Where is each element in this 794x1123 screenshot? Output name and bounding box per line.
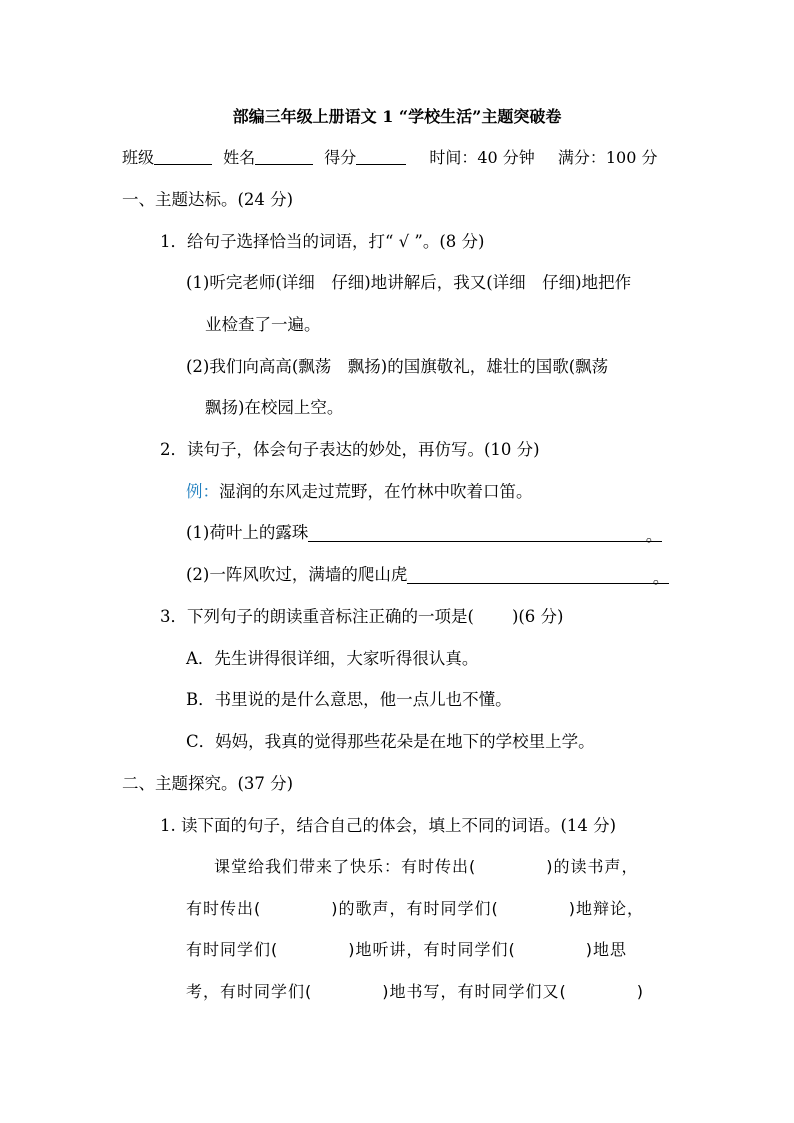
s2-p4-b: )地书写，有时同学们又( — [382, 982, 567, 1001]
s1-q1-item2-line2: 飘扬)在校园上空。 — [205, 398, 344, 417]
s1-q3-prompt — [160, 605, 564, 629]
s2-p4-a: 考，有时同学们( — [186, 982, 313, 1001]
s1-q3-option-b[interactable]: B．书里说的是什么意思，他一点儿也不懂。 — [186, 690, 512, 709]
s1-q2-item2-blank[interactable] — [407, 566, 670, 587]
s1-q3-option-c[interactable]: C．妈妈，我真的觉得那些花朵是在地下的学校里上学。 — [186, 732, 595, 751]
s1-q2-item2 — [186, 563, 669, 587]
s2-p1-b: )的读书声， — [546, 857, 639, 876]
example-text: 湿润的东风走过荒野，在竹林中吹着口笛。 — [219, 482, 533, 501]
s2-p3-c: )地思 — [585, 940, 627, 959]
example-label: 例： — [186, 482, 219, 501]
score-blank[interactable] — [356, 147, 406, 165]
s2-p2-b: )的歌声，有时同学们( — [331, 899, 499, 918]
name-blank[interactable] — [255, 147, 313, 165]
s1-q3-prompt-start: 3．下列句子的朗读重音标注正确的一项是( — [160, 607, 474, 626]
s1-q2-item1-start: (1)荷叶上的露珠 — [186, 523, 309, 542]
s1-q1-prompt: 1．给句子选择恰当的词语，打“ √ ”。(8 分) — [160, 232, 485, 251]
s2-q1-para-line3 — [186, 938, 627, 962]
full-score-label: 满分：100 分 — [557, 148, 658, 167]
s1-q2-item1-end: 。 — [645, 526, 663, 545]
s1-q2-item1 — [186, 521, 662, 545]
s2-p2-a: 有时传出( — [186, 899, 262, 918]
s2-p1-a: 课堂给我们带来了快乐：有时传出( — [214, 857, 477, 876]
s1-q1-item1-line2: 业检查了一遍。 — [205, 315, 321, 334]
s1-q2-example — [186, 480, 533, 504]
s2-q1-prompt: 1. 读下面的句子，结合自己的体会，填上不同的词语。(14 分) — [160, 816, 617, 835]
s2-q1-para-line4 — [186, 980, 644, 1004]
section2-heading: 二、主题探究。(37 分) — [122, 774, 294, 793]
s1-q1-item1-line1: (1)听完老师(详细 仔细)地讲解后，我又(详细 仔细)地把作 — [186, 273, 632, 292]
s1-q3-prompt-end: )(6 分) — [511, 607, 564, 626]
s2-p4-c: ) — [636, 982, 644, 1001]
class-label: 班级 — [122, 148, 155, 167]
s1-q2-item2-start: (2)一阵风吹过，满墙的爬山虎 — [186, 565, 408, 584]
s1-q2-item1-blank[interactable] — [308, 524, 663, 545]
s1-q3-option-a[interactable]: A．先生讲得很详细，大家听得很认真。 — [186, 649, 479, 668]
s2-q1-para-line2 — [186, 897, 644, 921]
page-title: 部编三年级上册语文 1 “学校生活”主题突破卷 — [232, 107, 562, 126]
class-blank[interactable] — [154, 147, 212, 165]
s1-q2-prompt: 2．读句子，体会句子表达的妙处，再仿写。(10 分) — [160, 440, 540, 459]
s1-q2-item2-end: 。 — [652, 568, 670, 587]
score-label: 得分 — [324, 148, 357, 167]
s2-q1-para-line1 — [214, 855, 639, 879]
student-info-row — [122, 146, 658, 170]
name-label: 姓名 — [223, 148, 256, 167]
time-label: 时间：40 分钟 — [429, 148, 535, 167]
s2-p3-a: 有时同学们( — [186, 940, 279, 959]
s2-p2-c: )地辩论， — [568, 899, 644, 918]
s2-p3-b: )地听讲，有时同学们( — [348, 940, 516, 959]
s1-q1-item2-line1: (2)我们向高高(飘荡 飘扬)的国旗敬礼，雄壮的国歌(飘荡 — [186, 357, 609, 376]
section1-heading: 一、主题达标。(24 分) — [122, 190, 294, 209]
